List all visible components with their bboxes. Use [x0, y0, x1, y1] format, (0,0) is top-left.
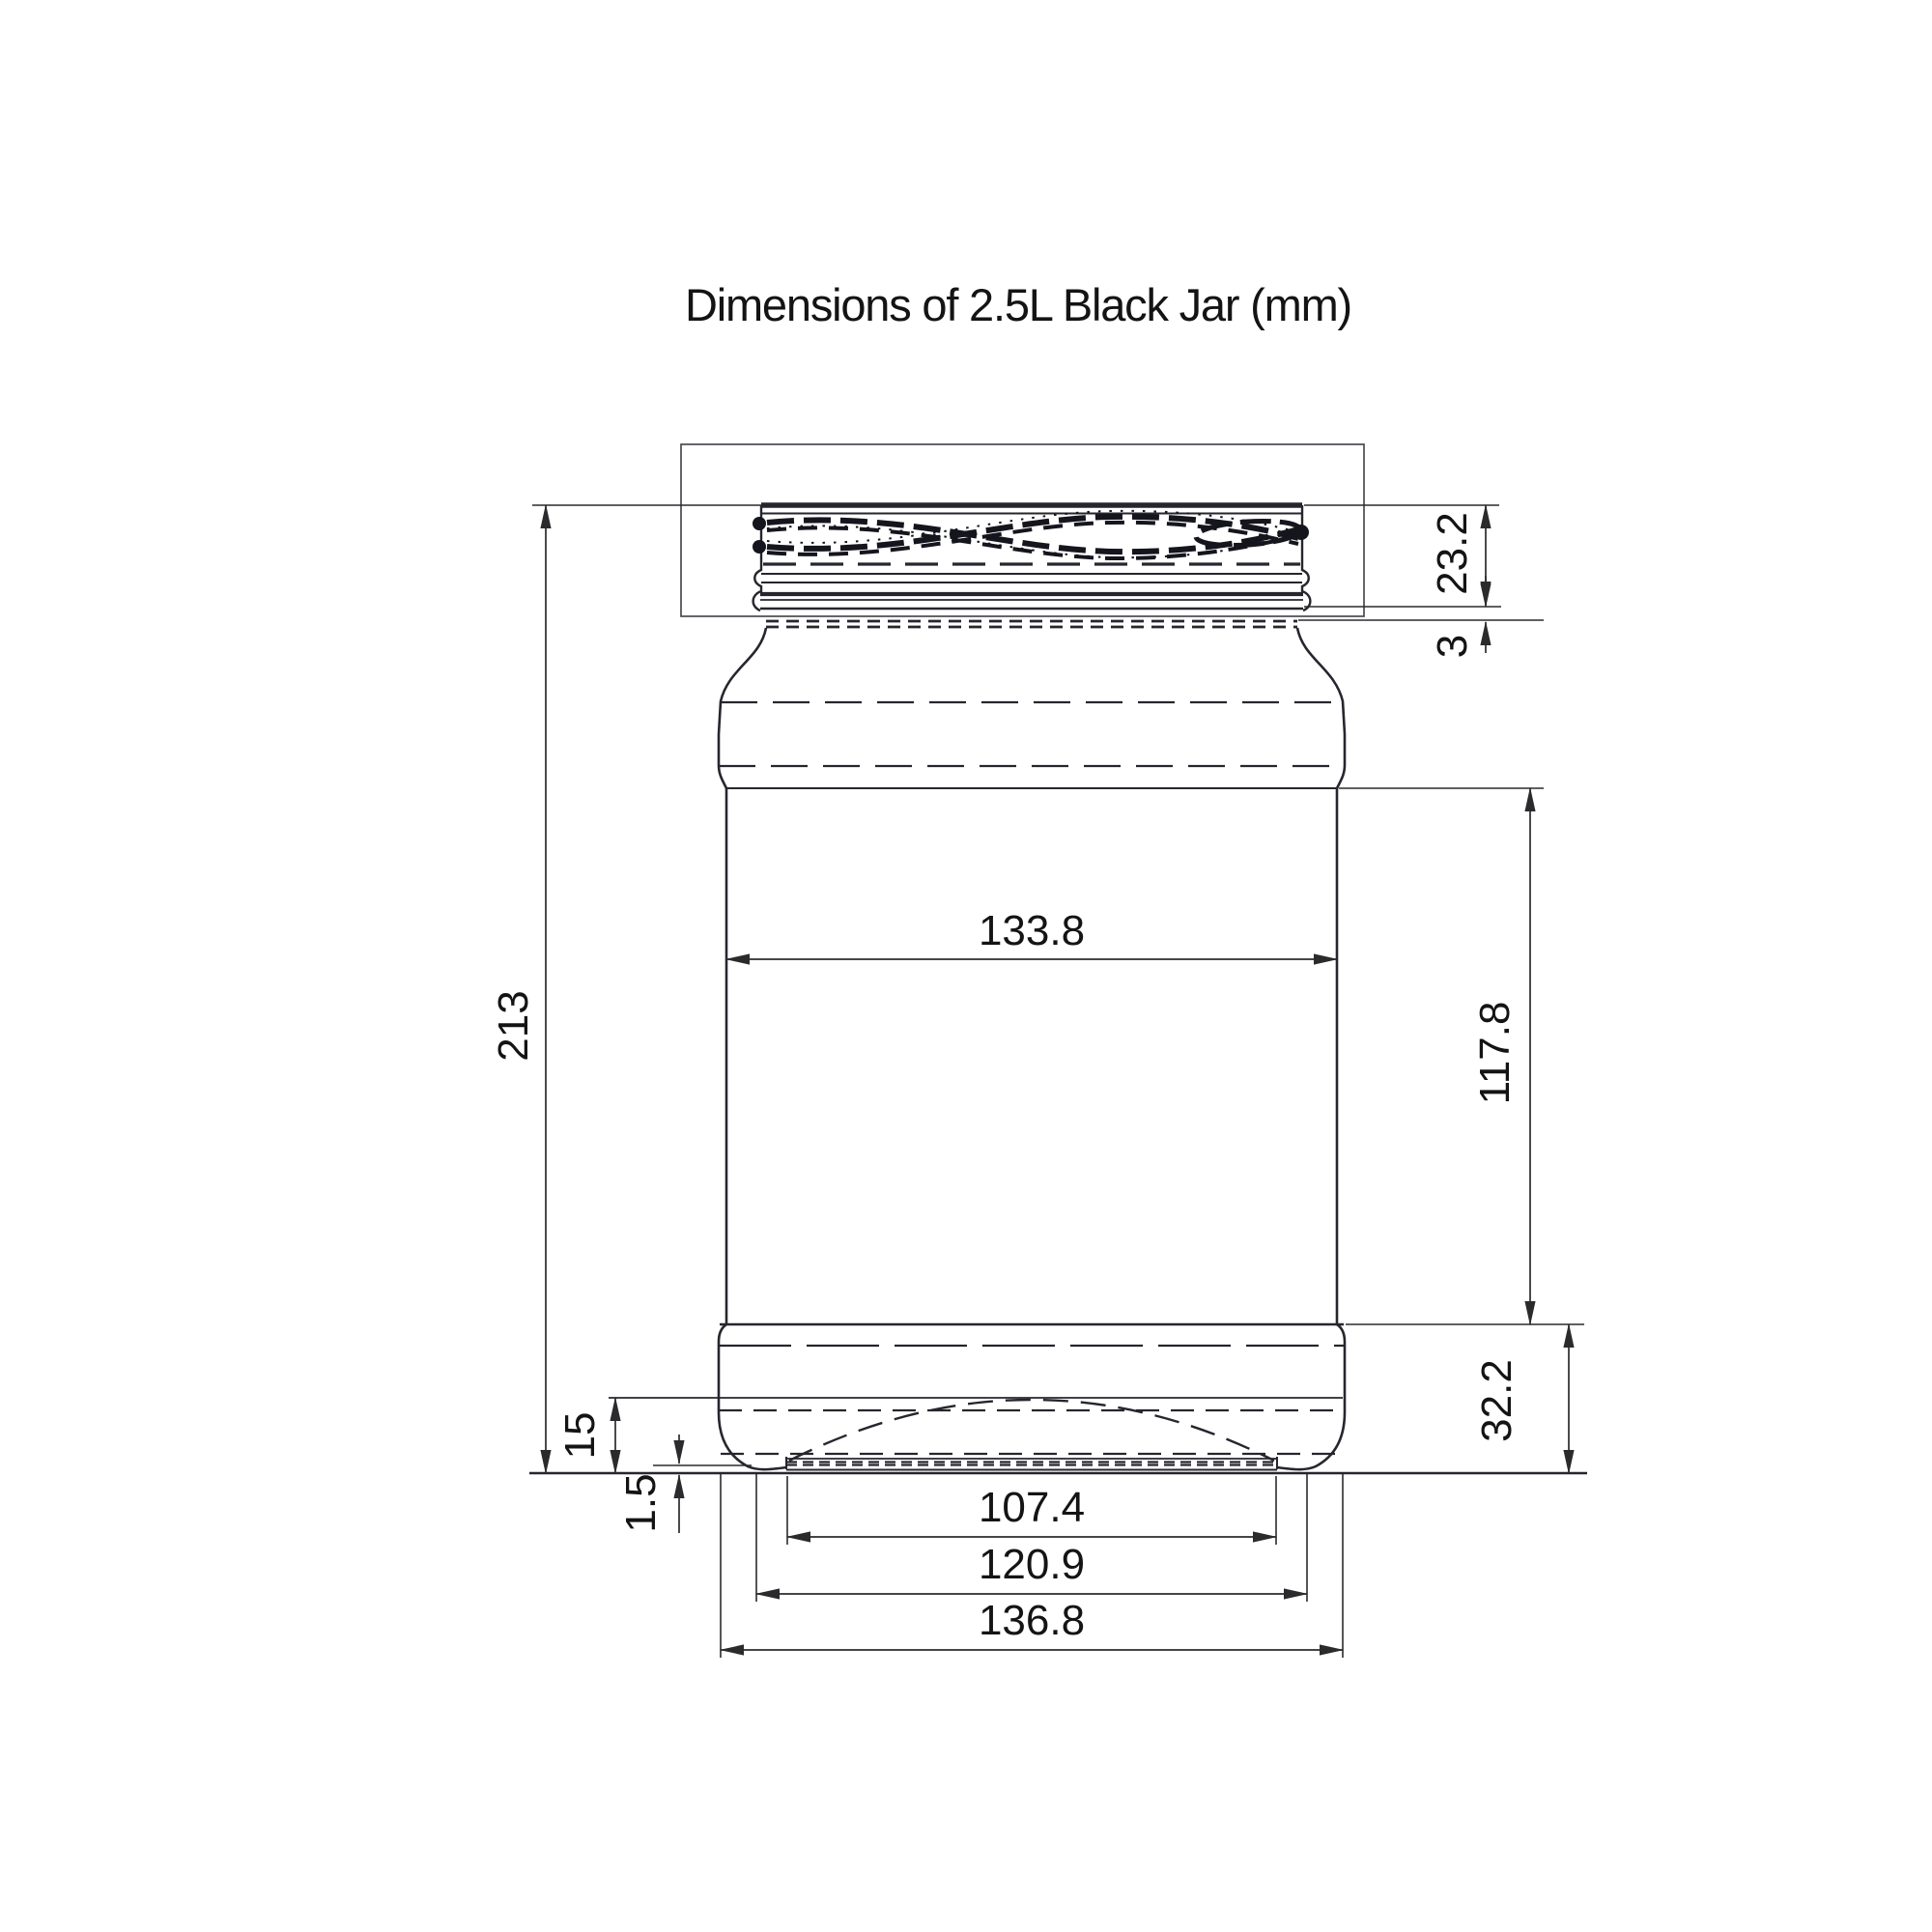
drawing-title: Dimensions of 2.5L Black Jar (mm)	[685, 279, 1351, 330]
dim-rim-step	[617, 1435, 752, 1533]
jar-cap	[753, 505, 1310, 611]
dim-rim-step-label: 1.5	[617, 1473, 665, 1533]
dim-total-height-label: 213	[490, 990, 537, 1062]
jar-shoulder	[719, 628, 1345, 788]
dim-dome-height	[556, 1398, 615, 1473]
dim-rim-diameter-label: 107.4	[978, 1484, 1086, 1531]
jar-body	[726, 788, 1337, 1324]
dim-total-height	[490, 505, 761, 1473]
jar-neck-band	[766, 621, 1297, 627]
dim-base-section	[1473, 1324, 1569, 1473]
dim-base-section-label: 32.2	[1473, 1359, 1520, 1442]
dim-rim-diameter	[787, 1476, 1276, 1545]
dim-body-height	[1339, 788, 1584, 1324]
dim-cap-height-label: 23.2	[1429, 512, 1476, 595]
dim-cap-height	[1304, 505, 1501, 607]
dim-dome-height-label: 15	[556, 1411, 604, 1460]
base-dome-hidden-arc	[789, 1400, 1274, 1461]
cap-thread-pattern	[753, 511, 1309, 558]
dim-body-diameter	[726, 907, 1337, 959]
dim-neck-band-label: 3	[1429, 634, 1476, 659]
cap-right-edge	[1302, 505, 1310, 611]
dim-max-diameter-label: 136.8	[978, 1597, 1086, 1644]
dim-body-diameter-label: 133.8	[978, 907, 1086, 954]
dim-base-outer-diameter-label: 120.9	[978, 1541, 1086, 1588]
jar-base	[609, 1324, 1345, 1470]
dim-body-height-label: 117.8	[1471, 1001, 1519, 1105]
